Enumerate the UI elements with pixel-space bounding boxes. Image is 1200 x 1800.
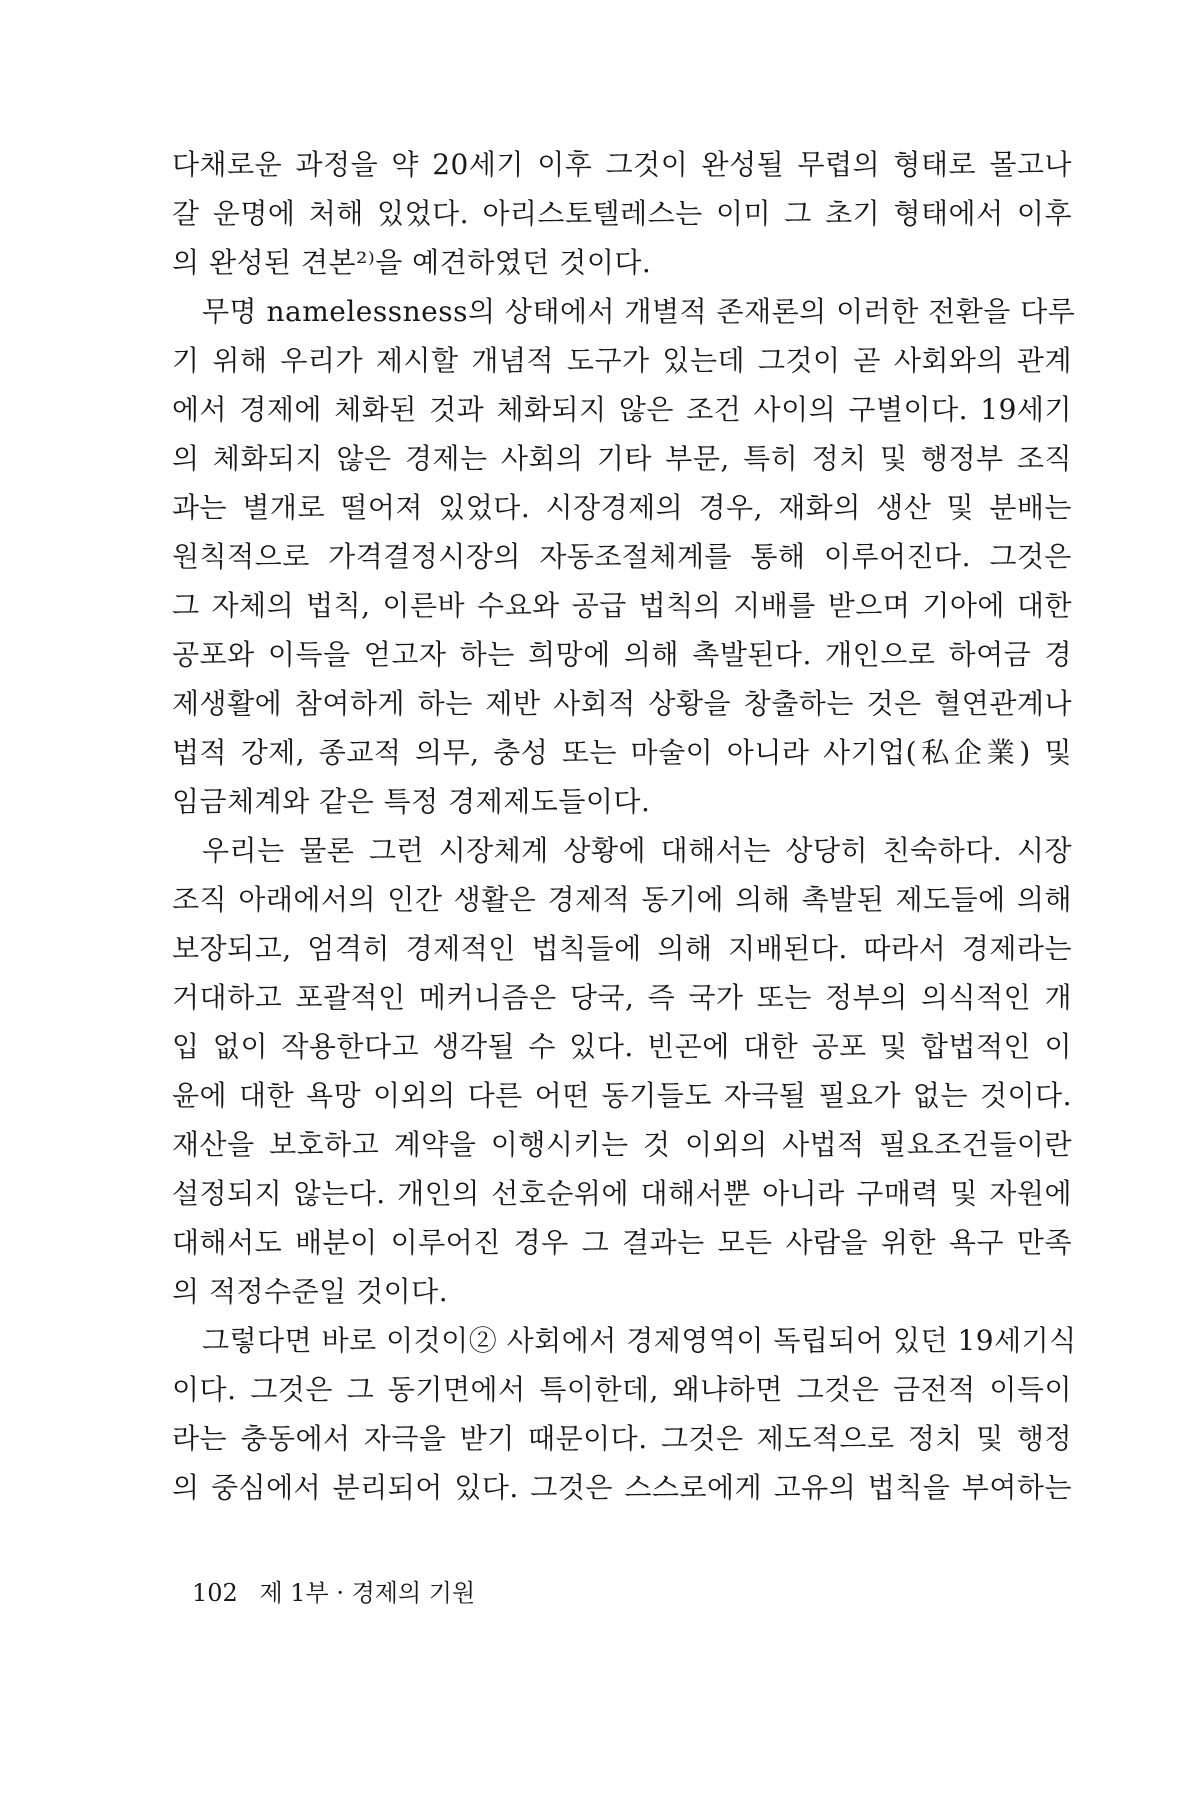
text-line: 무명 namelessness의 상태에서 개별적 존재론의 이러한 전환을 다루 <box>202 295 1076 328</box>
text-line: 과는 별개로 떨어져 있었다. 시장경제의 경우, 재화의 생산 및 분배는 <box>172 491 1072 524</box>
text-line: 다채로운 과정을 약 20세기 이후 그것이 완성될 무렵의 형태로 몰고나 <box>172 148 1072 181</box>
page-number: 102 <box>192 1579 238 1607</box>
text-line: 법적 강제, 종교적 의무, 충성 또는 마술이 아니라 사기업(私企業) 및 <box>172 736 1072 769</box>
text-line: 보장되고, 엄격히 경제적인 법칙들에 의해 지배된다. 따라서 경제라는 <box>172 932 1072 965</box>
text-line: 제생활에 참여하게 하는 제반 사회적 상황을 창출하는 것은 혈연관계나 <box>172 687 1072 720</box>
text-line: 의 적정수준일 것이다. <box>172 1275 449 1308</box>
text-line: 윤에 대한 욕망 이외의 다른 어떤 동기들도 자극될 필요가 없는 것이다. <box>172 1079 1072 1112</box>
text-line: 임금체계와 같은 특정 경제제도들이다. <box>172 785 651 818</box>
text-line: 원칙적으로 가격결정시장의 자동조절체계를 통해 이루어진다. 그것은 <box>172 540 1072 573</box>
text-line: 라는 충동에서 자극을 받기 때문이다. 그것은 제도적으로 정치 및 행정 <box>172 1422 1072 1455</box>
text-line: 조직 아래에서의 인간 생활은 경제적 동기에 의해 촉발된 제도들에 의해 <box>172 883 1072 916</box>
text-line: 거대하고 포괄적인 메커니즘은 당국, 즉 국가 또는 정부의 의식적인 개 <box>172 981 1072 1014</box>
running-footer <box>192 1578 475 1608</box>
text-line: 그 자체의 법칙, 이른바 수요와 공급 법칙의 지배를 받으며 기아에 대한 <box>172 589 1072 622</box>
text-line: 대해서도 배분이 이루어진 경우 그 결과는 모든 사람을 위한 욕구 만족 <box>172 1226 1072 1259</box>
text-line: 우리는 물론 그런 시장체계 상황에 대해서는 상당히 친숙하다. 시장 <box>202 834 1072 867</box>
text-line: 설정되지 않는다. 개인의 선호순위에 대해서뿐 아니라 구매력 및 자원에 <box>172 1177 1072 1210</box>
paragraph <box>172 140 1072 287</box>
paragraph <box>172 287 1076 826</box>
body-text <box>172 140 1077 1512</box>
paragraph <box>172 826 1072 1316</box>
paragraph <box>172 1316 1077 1512</box>
text-line: 갈 운명에 처해 있었다. 아리스토텔레스는 이미 그 초기 형태에서 이후 <box>172 197 1072 230</box>
text-line: 의 중심에서 분리되어 있다. 그것은 스스로에게 고유의 법칙을 부여하는 <box>172 1471 1072 1504</box>
text-line: 에서 경제에 체화된 것과 체화되지 않은 조건 사이의 구별이다. 19세기 <box>172 393 1072 426</box>
text-line: 의 체화되지 않은 경제는 사회의 기타 부문, 특히 정치 및 행정부 조직 <box>172 442 1072 475</box>
text-line: 의 완성된 견본²⁾을 예견하였던 것이다. <box>172 246 652 279</box>
text-line: 이다. 그것은 그 동기면에서 특이한데, 왜냐하면 그것은 금전적 이득이 <box>172 1373 1072 1406</box>
text-line: 그렇다면 바로 이것이② 사회에서 경제영역이 독립되어 있던 19세기식 <box>202 1324 1077 1357</box>
text-line: 공포와 이득을 얻고자 하는 희망에 의해 촉발된다. 개인으로 하여금 경 <box>172 638 1072 671</box>
text-line: 입 없이 작용한다고 생각될 수 있다. 빈곤에 대한 공포 및 합법적인 이 <box>172 1030 1072 1063</box>
text-line: 재산을 보호하고 계약을 이행시키는 것 이외의 사법적 필요조건들이란 <box>172 1128 1072 1161</box>
section-title: 제 1부 · 경제의 기원 <box>259 1579 476 1607</box>
text-line: 기 위해 우리가 제시할 개념적 도구가 있는데 그것이 곧 사회와의 관계 <box>172 344 1072 377</box>
